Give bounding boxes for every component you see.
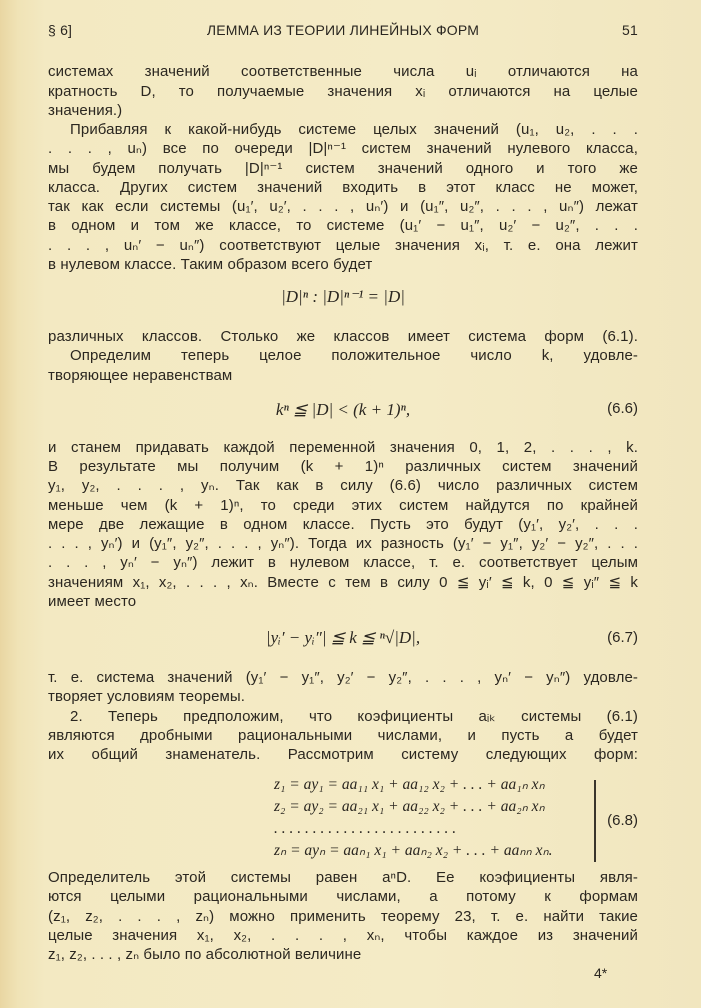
- text-line: 2. Теперь предположим, что коэфициенты aᵢₖ системы (6.1): [70, 708, 638, 725]
- text-line: так как если системы (u₁′, u₂′, . . . , uₙ′) и (u₁″, u₂″, . . . , uₙ″) лежат: [48, 198, 638, 215]
- text-line: z₁, z₂, . . . , zₙ было по абсолютной величине: [48, 946, 362, 963]
- text-line: мы будем получать |D|ⁿ⁻¹ систем значений одного и того же: [48, 160, 638, 177]
- text-line: y₁, y₂, . . . , yₙ. Так как в силу (6.6) число различных систем: [48, 477, 638, 494]
- text-line: . . . , uₙ′ − uₙ″) соответствуют целые значения xᵢ, т. е. она лежит: [48, 237, 638, 254]
- text-line: значениям x₁, x₂, . . . , xₙ. Вместе с тем в силу 0 ≦ yᵢ′ ≦ k, 0 ≦ yᵢ″ ≦ k: [48, 574, 638, 591]
- signature-mark: 4*: [594, 965, 608, 981]
- text-line: мере две лежащие в одном классе. Пусть это будут (y₁′, y₂′, . . .: [48, 516, 638, 533]
- text-line: кратность D, то получаемые значения xᵢ отличаются на целые: [48, 83, 638, 100]
- page-number: 51: [622, 22, 638, 38]
- display-formula-6-6: kⁿ ≦ |D| < (k + 1)ⁿ,: [275, 400, 411, 419]
- text-line: целые значения x₁, x₂, . . . , xₙ, чтобы каждое из значений: [48, 927, 638, 944]
- text-line: в одном и том же классе, то системе (u₁′ − u₁″, u₂′ − u₂″, . . .: [48, 217, 638, 234]
- text-line: . . . , yₙ′) и (y₁″, y₂″, . . . , yₙ″). Тогда их разность (y₁′ − y₁″, y₂′ − y₂″, . . .: [48, 535, 638, 552]
- text-line: класса. Других систем значений входить в этот класс не может,: [48, 179, 638, 196]
- system-brace: [594, 780, 596, 862]
- text-line: системах значений соответственные числа uᵢ отличаются на: [48, 63, 638, 80]
- equation-row: z₂ = ay₂ = aa₂₁ x₁ + aa₂₂ x₂ + . . . + aa₂ₙ xₙ: [274, 798, 545, 815]
- chapter-title: ЛЕММА ИЗ ТЕОРИИ ЛИНЕЙНЫХ ФОРМ: [206, 22, 480, 38]
- text-line: их общий знаменатель. Рассмотрим систему следующих форм:: [48, 746, 638, 763]
- display-formula: |D|ⁿ : |D|ⁿ⁻¹ = |D|: [281, 287, 405, 306]
- equation-number: (6.8): [607, 812, 638, 829]
- section-marker: § 6]: [48, 22, 73, 38]
- equation-row-ellipsis: . . . . . . . . . . . . . . . . . . . . . . . .: [274, 820, 457, 837]
- text-line: различных классов. Столько же классов имеет система форм (6.1).: [48, 328, 638, 345]
- text-line: (z₁, z₂, . . . , zₙ) можно применить теорему 23, т. е. найти такие: [48, 908, 638, 925]
- text-line: в нулевом классе. Таким образом всего будет: [48, 256, 373, 273]
- equation-row: zₙ = ayₙ = aaₙ₁ x₁ + aaₙ₂ x₂ + . . . + aaₙₙ xₙ.: [274, 842, 553, 859]
- text-line: значения.): [48, 102, 123, 119]
- text-line: В результате мы получим (k + 1)ⁿ различных систем значений: [48, 458, 638, 475]
- equation-number: (6.6): [607, 400, 638, 417]
- running-header: [48, 22, 638, 44]
- text-line: т. е. система значений (y₁′ − y₁″, y₂′ − y₂″, . . . , yₙ′ − yₙ″) удовле-: [48, 669, 638, 686]
- text-line: . . . , uₙ) все по очереди |D|ⁿ⁻¹ систем значений нулевого класса,: [48, 140, 638, 157]
- text-line: Прибавляя к какой-нибудь системе целых значений (u₁, u₂, . . .: [70, 121, 638, 138]
- text-line: ются целыми рациональными числами, а потому к формам: [48, 888, 638, 905]
- text-line: Определитель этой системы равен aⁿD. Ее коэфициенты явля-: [48, 869, 638, 886]
- equation-number: (6.7): [607, 629, 638, 646]
- text-line: имеет место: [48, 593, 137, 610]
- text-line: творяющее неравенствам: [48, 367, 233, 384]
- equation-system-6-8: [274, 774, 604, 862]
- text-line: творяет условиям теоремы.: [48, 688, 246, 705]
- text-line: Определим теперь целое положительное число k, удовле-: [70, 347, 638, 364]
- text-line: меньше чем (k + 1)ⁿ, то среди этих систем найдутся по крайней: [48, 497, 638, 514]
- text-line: и станем придавать каждой переменной значения 0, 1, 2, . . . , k.: [48, 439, 638, 456]
- equation-row: z₁ = ay₁ = aa₁₁ x₁ + aa₁₂ x₂ + . . . + aa₁ₙ xₙ: [274, 776, 545, 793]
- text-line: . . . , yₙ′ − yₙ″) лежит в нулевом классе, т. е. соответствует целым: [48, 554, 638, 571]
- display-formula-6-7: |yᵢ′ − yᵢ″| ≦ k ≦ ⁿ√|D|,: [265, 628, 421, 647]
- text-line: являются дробными рациональными числами, и пусть a будет: [48, 727, 638, 744]
